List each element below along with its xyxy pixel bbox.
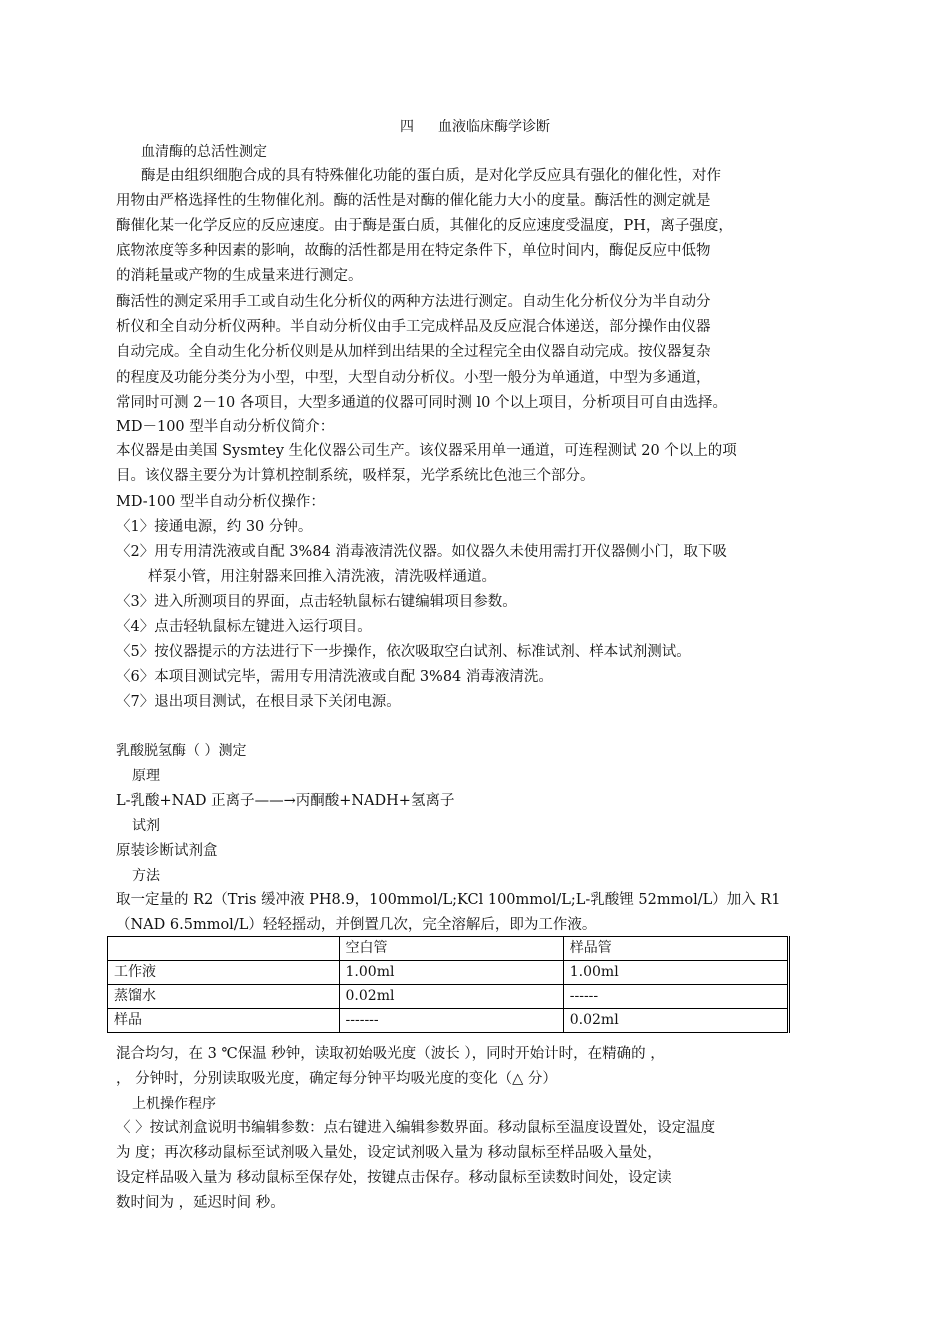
list-item-continuation: 样泵小管，用注射器来回推入清洗液，清洗吸样通道。 <box>148 569 496 585</box>
list-item: 〈2〉用专用清洗液或自配 3%84 消毒液清洗仪器。如仪器久未使用需打开仪器侧小门，取下吸 <box>116 544 727 560</box>
para-line: 自动完成。全自动生化分析仪则是从加样到出结果的全过程完全由仪器自动完成。按仪器复杂 <box>116 344 711 360</box>
table-header-cell: 样品管 <box>563 937 788 961</box>
table-header-row <box>108 937 789 961</box>
section-heading: 血清酶的总活性测定 <box>141 144 267 160</box>
table-cell: ------ <box>563 985 788 1009</box>
method-text: 取一定量的 R2（Tris 缓冲液 PH8.9，100mmol/L;KCl 100mmol/L;L-乳酸锂 52mmol/L）加入 R1 <box>116 892 781 908</box>
para-line: 用物由严格选择性的生物催化剂。酶的活性是对酶的催化能力大小的度量。酶活性的测定就是 <box>116 193 711 209</box>
list-item: 〈5〉按仪器提示的方法进行下一步操作，依次吸取空白试剂、标准试剂、样本试剂测试。 <box>116 644 691 660</box>
table-row <box>108 1009 789 1033</box>
after-table-text: ， 分钟时，分别读取吸光度，确定每分钟平均吸光度的变化（△ 分） <box>116 1071 557 1087</box>
list-item: 〈6〉本项目测试完毕，需用专用清洗液或自配 3%84 消毒液清洗。 <box>116 669 553 685</box>
table-cell: 0.02ml <box>563 1009 788 1033</box>
table-cell: 蒸馏水 <box>108 985 340 1009</box>
table-cell: ------- <box>339 1009 563 1033</box>
method-text: （NAD 6.5mmol/L）轻轻摇动，并倒置几次，完全溶解后，即为工作液。 <box>116 917 597 933</box>
md100-intro-heading: MD－100 型半自动分析仪简介： <box>116 419 335 435</box>
table-row <box>108 985 789 1009</box>
reagent-table <box>107 936 790 1033</box>
para-line: 析仪和全自动分析仪两种。半自动分析仪由手工完成样品及反应混合体递送，部分操作由仪器 <box>116 319 711 335</box>
principle-text: L-乳酸+NAD 正离子——→丙酮酸+NADH+氢离子 <box>116 793 455 809</box>
para-line: 酶催化某一化学反应的反应速度。由于酶是蛋白质，其催化的反应速度受温度，PH，离子强度， <box>116 218 733 234</box>
para-line: 本仪器是由美国 Sysmtey 生化仪器公司生产。该仪器采用单一通道，可连程测试 20 个以上的项 <box>116 443 737 459</box>
para-line: 目。该仪器主要分为计算机控制系统，吸样泵，光学系统比色池三个部分。 <box>116 468 595 484</box>
para-line: 的消耗量或产物的生成量来进行测定。 <box>116 268 363 284</box>
table-row <box>108 961 789 985</box>
operation-text: 设定样品吸入量为 移动鼠标至保存处，按键点击保存。移动鼠标至读数时间处，设定读 <box>116 1170 672 1186</box>
operation-text: 数时间为 ，延迟时间 秒。 <box>116 1195 285 1211</box>
method-heading: 方法 <box>132 868 160 884</box>
title-number: 四 <box>400 119 414 135</box>
operation-text: 〈 〉按试剂盒说明书编辑参数：点右键进入编辑参数界面。移动鼠标至温度设置处，设定温度 <box>116 1120 716 1136</box>
table-header-cell <box>108 937 340 961</box>
para-line: 底物浓度等多种因素的影响，故酶的活性都是用在特定条件下，单位时间内，酶促反应中低物 <box>116 243 711 259</box>
list-item: 〈4〉点击轻轨鼠标左键进入运行项目。 <box>116 619 372 635</box>
after-table-text: 混合均匀，在 3 ℃保温 秒钟，读取初始吸光度（波长 ），同时开始计时，在精确的 ， <box>116 1046 665 1062</box>
operation-text: 为 度；再次移动鼠标至试剂吸入量处，设定试剂吸入量为 移动鼠标至样品吸入量处， <box>116 1145 662 1161</box>
table-cell: 工作液 <box>108 961 340 985</box>
reagent-text: 原装诊断试剂盒 <box>116 843 218 859</box>
list-item: 〈3〉进入所测项目的界面，点击轻轨鼠标右键编辑项目参数。 <box>116 594 517 610</box>
reagent-heading: 试剂 <box>132 818 160 834</box>
list-item: 〈1〉接通电源，约 30 分钟。 <box>116 519 313 535</box>
ldh-heading: 乳酸脱氢酶（ ）测定 <box>116 743 247 759</box>
table-cell: 1.00ml <box>339 961 563 985</box>
principle-heading: 原理 <box>132 768 160 784</box>
para-line: 的程度及功能分类分为小型，中型，大型自动分析仪。小型一般分为单通道，中型为多通道， <box>116 370 711 386</box>
operation-heading: 上机操作程序 <box>132 1096 216 1112</box>
para-line: 酶活性的测定采用手工或自动生化分析仪的两种方法进行测定。自动生化分析仪分为半自动分 <box>116 294 711 310</box>
para-line: 常同时可测 2－10 各项目，大型多通道的仪器可同时测 l0 个以上项目，分析项目可自由选择。 <box>116 395 727 411</box>
list-item: 〈7〉退出项目测试，在根目录下关闭电源。 <box>116 694 401 710</box>
table-cell: 1.00ml <box>563 961 788 985</box>
document-title <box>0 116 950 136</box>
table-cell: 样品 <box>108 1009 340 1033</box>
para-line: 酶是由组织细胞合成的具有特殊催化功能的蛋白质，是对化学反应具有强化的催化性，对作 <box>141 168 721 184</box>
md100-ops-heading: MD-100 型半自动分析仪操作： <box>116 494 325 510</box>
table-cell: 0.02ml <box>339 985 563 1009</box>
title-text: 血液临床酶学诊断 <box>438 119 550 135</box>
table-header-cell: 空白管 <box>339 937 563 961</box>
